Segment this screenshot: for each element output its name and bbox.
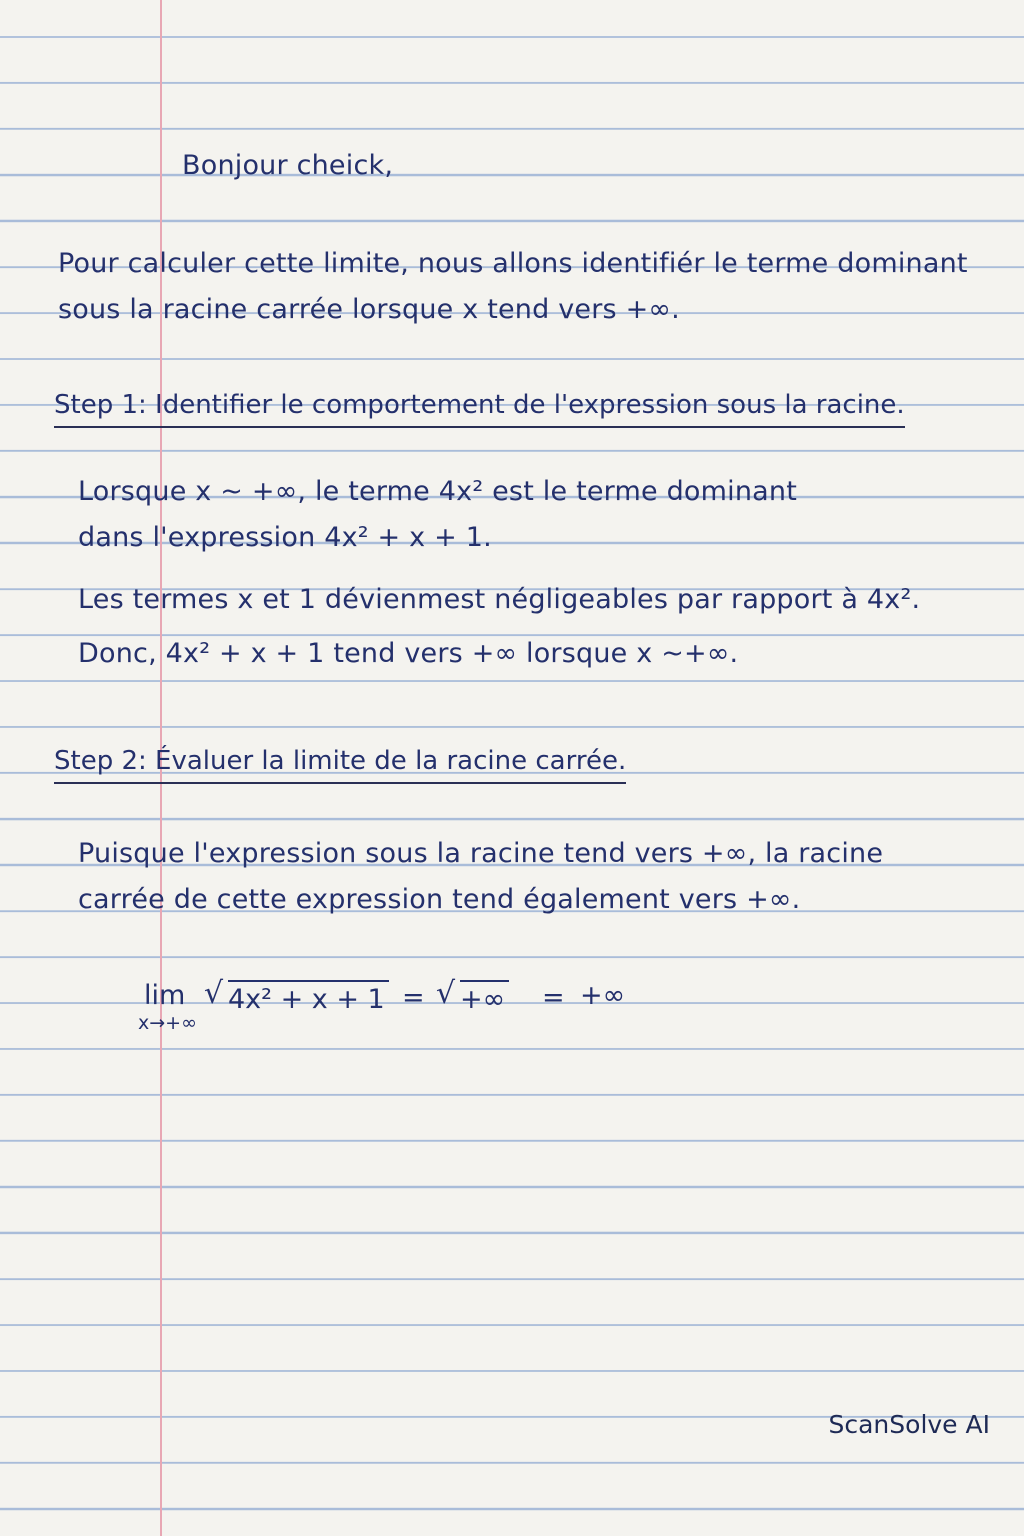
lim-subscript: x→+∞ xyxy=(138,1012,197,1034)
intro-line-1: Pour calculer cette limite, nous allons identifiér le terme dominant xyxy=(58,248,968,279)
formula-result: +∞ xyxy=(580,980,626,1011)
square-root-icon: √ xyxy=(204,976,224,1011)
lim-operator: lim xyxy=(144,980,186,1011)
step1-line-1: Lorsque x ~ +∞, le terme 4x² est le terme dominant xyxy=(78,476,798,507)
signature: ScanSolve AI xyxy=(828,1410,990,1439)
step2-line-2: carrée de cette expression tend également vers +∞. xyxy=(78,884,801,915)
step1-line-4: Donc, 4x² + x + 1 tend vers +∞ lorsque x ~+∞. xyxy=(78,638,739,669)
radicand-left: 4x² + x + 1 xyxy=(228,980,389,1015)
limit-formula xyxy=(138,970,678,1040)
step1-heading: Step 1: Identifier le comportement de l'expression sous la racine. xyxy=(54,390,905,428)
step2-line-1: Puisque l'expression sous la racine tend vers +∞, la racine xyxy=(78,838,884,869)
step1-line-2: dans l'expression 4x² + x + 1. xyxy=(78,522,492,553)
radicand-right: +∞ xyxy=(460,980,509,1015)
square-root-icon: √ xyxy=(436,976,456,1011)
step2-heading: Step 2: Évaluer la limite de la racine carrée. xyxy=(54,746,626,784)
equals-sign-1: = xyxy=(402,982,425,1013)
step1-line-3: Les termes x et 1 dévienmest négligeables par rapport à 4x². xyxy=(78,584,921,615)
equals-sign-2: = xyxy=(542,982,565,1013)
intro-line-2: sous la racine carrée lorsque x tend vers +∞. xyxy=(58,294,680,325)
greeting: Bonjour cheick, xyxy=(182,150,394,181)
